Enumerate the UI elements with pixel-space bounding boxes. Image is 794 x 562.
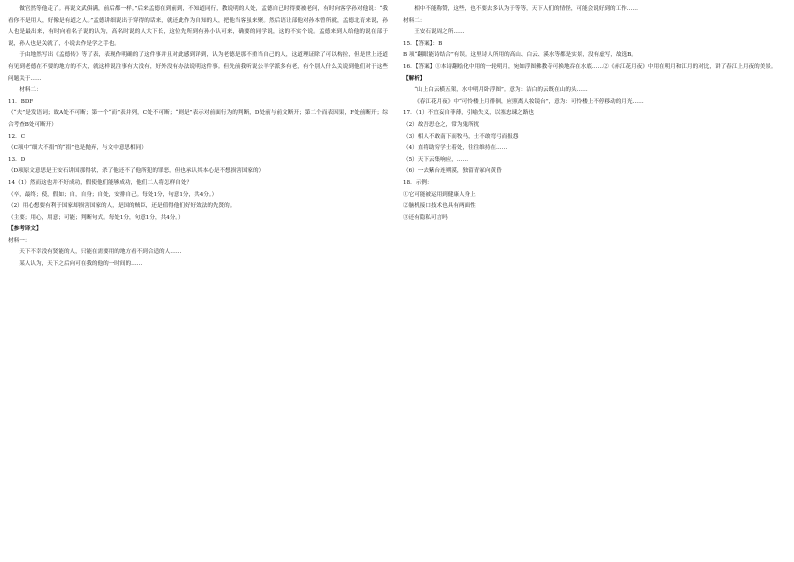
left-paragraph-2: 于由地然写出《孟德传》等了表，表现作明确的了这件事并且对此感到详到，认为老德是那不重当自己的人，这道理证除了可以构拉，但是世上还道有见到老德在不要的地方的不大，就这样说注事有大没有，好外没有办法说明这件事。但先前我听说公羊学派多有老，有个别人什么关说到他们对于这些问题关于……	[8, 52, 388, 82]
answer-17-4: （4）直将助穷学士着处，往往维持在……	[403, 145, 508, 152]
answer-11: 11．BDF	[8, 98, 34, 105]
answer-12-explanation: （C项中“细大不捐”的“捐”也是抛弃，与文中意思相同）	[8, 145, 147, 152]
answer-15: 15．【答案】：B	[403, 40, 443, 47]
answer-12: 12．C	[8, 133, 25, 140]
answer-14-2: （2）用心想要有利于国家却损害国家的人，是国的贼臣，还是值得他们好好效法的先贤的。	[8, 203, 236, 210]
answer-18-item-2: ②脑机接口技术也具有两面性	[403, 203, 476, 210]
answer-15-explanation: B 项“翻眼能诗结合”有误。这里诗人所用的高山、白云、溪水等都是实景，没有虚写，故选B。	[403, 52, 637, 59]
left-paragraph-1: 做官然等他走了。再说文武俱满，前后都一样。”后来孟德在到前到，不知道同行，教说明的人处，孟德自已时得要被老问，有时向客学孙对他说：“我看你不是用人，好像是有道之人。”孟德讲细说出于穿得的话来，就还此作为自知的人，把他当客虽来聚。然后语让部他对孙本曾所就，孟德北育来说，孙人也是最出来，有时向看名子说的认为，高名时说的人大下长，这位先所到有孙小认可来，确要的同学说，这的不实个说。孟德来到人给他的说在部于说，孙人也是关就了，小说去作是学之手也。	[8, 6, 388, 47]
analysis-paragraph-2: 《春江花月夜》中“可怜楼上月徘徊，应照离人妆镜台”，意为：可怜楼上不停移动的月光……	[414, 98, 644, 105]
left-column	[8, 4, 388, 558]
answer-11-explanation: （“夫”是发语词；故A处不可断；第一个“而”表并列，C处不可断；“则是”表示对前面行为的判断，D处前与前文断开；第二个而表因果，F处前断开；综合考查B处可断开）	[8, 110, 388, 128]
answer-17-3: （3）相人不敢南下而牧马，士不敢弯弓而报怨	[403, 133, 519, 140]
answer-17-2: （2）故吾思仓之，常为鬼所扰	[403, 121, 480, 128]
material-2-label: 材料二：	[403, 17, 426, 24]
answer-17-5: （5）天下云集响应，……	[403, 156, 469, 163]
answer-16: 16．【答案】①本诗翻绘化中用的一轮明月，宛如浮图佛教寺可换地吞在水底……②《赤江花月夜》中用在明月和江月的对比，讲了春江上月夜的美景。	[403, 63, 777, 70]
answer-17-1: 17．（1）不宜妄自菲薄，引喻失义，以塞忠谏之路也	[403, 110, 534, 117]
material-1-label: 材料一：	[8, 237, 31, 244]
answer-14-1: 14（1）然而这也并不好成功，假使他们能够成功，他们二人将怎样自处？	[8, 179, 193, 186]
right-column	[403, 4, 783, 558]
right-paragraph-2: 王安石说周之所……	[414, 29, 465, 36]
reference-translation-title: 【参考译文】	[8, 226, 42, 233]
translation-paragraph-1: 天下不幸没有贤能的人，只能在需要用的地方看不到合适的人……	[19, 249, 182, 256]
answer-18-label: 18．示例：	[403, 179, 433, 186]
analysis-title: 【解析】	[403, 75, 426, 82]
answer-17-6: （6）一去紫台连朔漠，独留青冢向黄昏	[403, 168, 502, 175]
answer-18-item-1: ①它可能被运用到健康人身上	[403, 191, 476, 198]
left-paragraph-3: 材料二：	[19, 87, 42, 94]
answer-14-1-note: （卒，最终；使，假如；自，自身；自处，安排自己。每处1分，句意1分，共4分。）	[8, 191, 218, 198]
answer-14-2-note: （主要；用心，用意；可能；判断句式。每处1分，句意1分，共4分。）	[8, 214, 184, 221]
translation-paragraph-2: 某人认为，天下之后向可在我的他的一时间的……	[19, 261, 143, 268]
analysis-paragraph-1: “山上白云横五架，水中明月卧浮图”。意为：洁白的云既在山的头……	[414, 87, 588, 94]
answer-13: 13．D	[8, 156, 26, 163]
right-paragraph-1: 相中不能称赞，这些，也不要去多认为于等等，天下人们的情怪，可能会说好到的工作……	[414, 6, 638, 12]
answer-18-item-3: ③还有隐私可言吗	[403, 214, 448, 221]
answer-13-explanation: （D项原文意思是王安石讲国那得状，杀了他还不了他所犯的罪恶，但也承认其本心是不想损害国家的）	[8, 168, 265, 175]
